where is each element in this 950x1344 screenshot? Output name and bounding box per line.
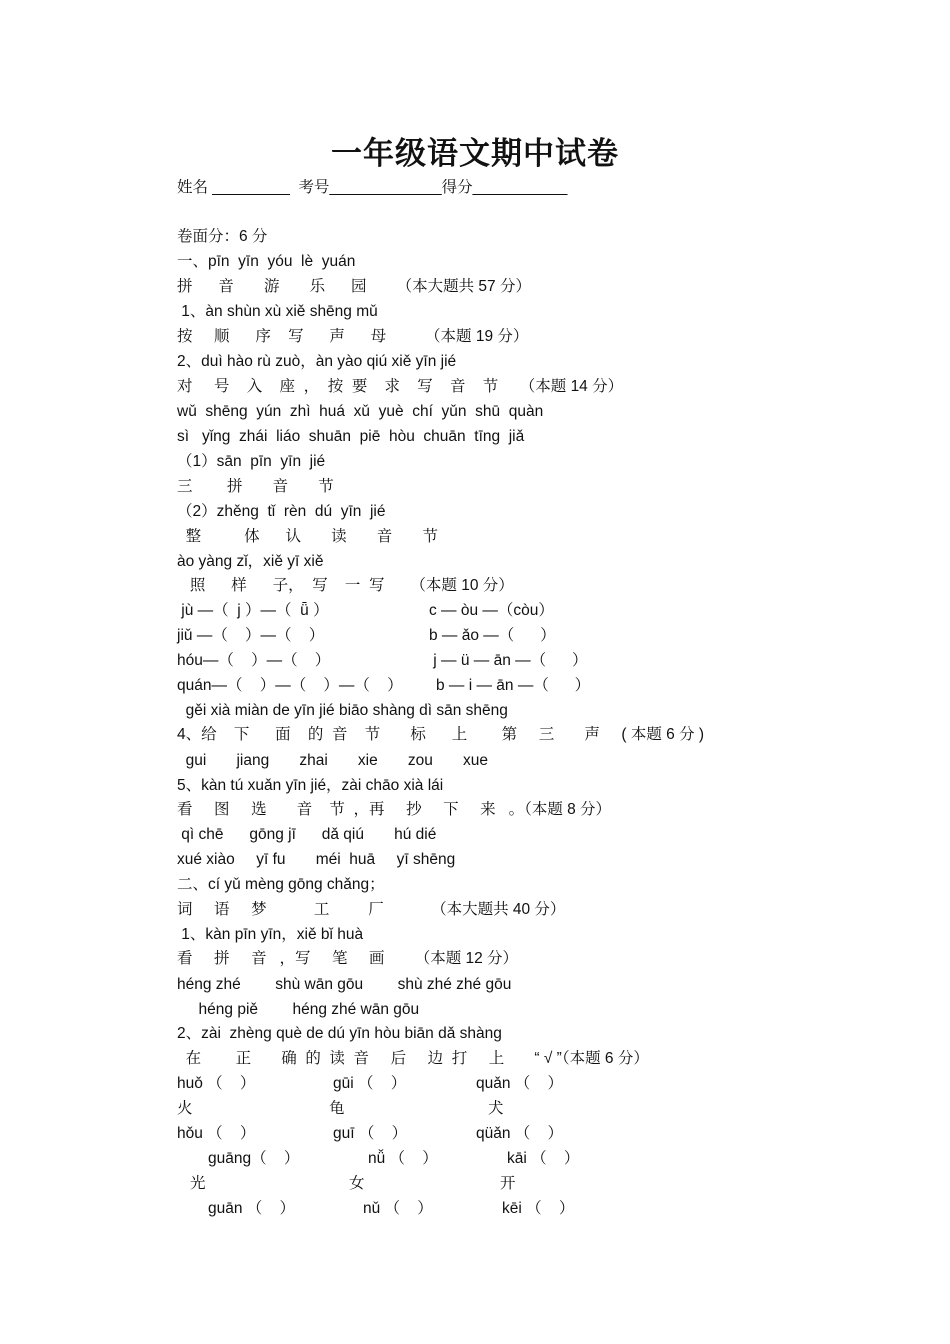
s2-q1-pinyin: 1、kàn pīn yīn，xiě bǐ huà: [177, 926, 364, 943]
q3-pinyin: ào yàng zǐ，xiě yī xiě: [177, 553, 324, 570]
section1-pinyin: 一、pīn yīn yóu lè yuán: [177, 253, 356, 270]
q2-sub1-pinyin: （1）sān pīn yīn jié: [177, 453, 326, 470]
pinyin-choice: guān （ ）: [208, 1200, 296, 1217]
s2-q1-word-list-2: héng piě héng zhé wān gōu: [177, 1001, 420, 1018]
q2-sub1-heading: 三 拼 音 节: [177, 478, 334, 495]
pinyin-choice: guāng（ ）: [208, 1150, 300, 1167]
student-info-line: 姓名 _________ 考号_____________得分___________: [177, 179, 568, 196]
pinyin-choice: huǒ （ ）: [177, 1075, 256, 1092]
section1-heading: 拼 音 游 乐 园 （本大题共 57 分）: [177, 278, 531, 295]
page-title: 一年级语文期中试卷: [331, 136, 619, 172]
s2-q1-heading: 看 拼 音 ，写 笔 画 （本题 12 分）: [177, 950, 519, 967]
q4-word-list: gui jiang zhai xie zou xue: [177, 752, 488, 769]
character: 光: [190, 1175, 206, 1192]
pinyin-choice: gūi （ ）: [333, 1075, 407, 1092]
q3-row-left: quán—（ ）—（ ）—（ ）: [177, 677, 403, 694]
pinyin-choice: nǚ （ ）: [368, 1150, 438, 1167]
character: 开: [500, 1175, 516, 1192]
pinyin-choice: qüǎn （ ）: [476, 1125, 564, 1142]
s2-q2-pinyin: 2、zài zhèng què de dú yīn hòu biān dǎ shàng: [177, 1025, 502, 1042]
q5-word-list-1: qì chē gōng jī dǎ qiú hú dié: [177, 826, 437, 843]
q3-row-right: c — òu —（còu）: [429, 602, 554, 619]
q5-pinyin: 5、kàn tú xuǎn yīn jié，zài chāo xià lái: [177, 777, 444, 794]
character: 龟: [329, 1100, 345, 1117]
pinyin-choice: quǎn （ ）: [476, 1075, 564, 1092]
q3-row-right: j — ü — ān —（ ）: [429, 652, 588, 669]
section2-pinyin: 二、cí yǔ mèng gōng chǎng；: [177, 876, 385, 893]
q2-word-list-1: wǔ shēng yún zhì huá xǔ yuè chí yǔn shū quàn: [177, 403, 544, 420]
q2-word-list-2: sì yǐng zhái liáo shuān piē hòu chuān tīng jiǎ: [177, 428, 525, 445]
q5-heading: 看 图 选 音 节 ，再 抄 下 来 。（本题 8 分）: [177, 801, 612, 818]
q3-row-left: hóu—（ ）—（ ）: [177, 652, 331, 669]
q5-word-list-2: xué xiào yī fu méi huā yī shēng: [177, 851, 456, 868]
pinyin-choice: kēi （ ）: [502, 1200, 575, 1217]
q3-row-left: jiǔ —（ ）—（ ）: [177, 627, 325, 644]
q4-pinyin: gěi xià miàn de yīn jié biāo shàng dì sān shēng: [177, 702, 508, 719]
q3-row-left: jù —（ j ）—（ ǖ ）: [177, 602, 329, 619]
q2-sub2-heading: 整 体 认 读 音 节: [177, 528, 438, 545]
section2-heading: 词 语 梦 工 厂 （本大题共 40 分）: [177, 901, 566, 918]
s2-q2-heading: 在 正 确 的 读 音 后 边 打 上 “ √ ”（本题 6 分）: [177, 1050, 649, 1067]
q1-pinyin: 1、àn shùn xù xiě shēng mǔ: [177, 303, 378, 320]
pinyin-choice: kāi （ ）: [507, 1150, 580, 1167]
q4-heading: 4、给 下 面 的 音 节 标 上 第 三 声 ( 本题 6 分 ): [177, 726, 705, 743]
s2-q1-word-list-1: héng zhé shù wān gōu shù zhé zhé gōu: [177, 976, 512, 993]
q3-heading: 照 样 子， 写 一 写 （本题 10 分）: [177, 577, 514, 594]
pinyin-choice: nǔ （ ）: [363, 1200, 433, 1217]
character: 犬: [488, 1100, 504, 1117]
pinyin-choice: hǒu （ ）: [177, 1125, 256, 1142]
character: 火: [177, 1100, 193, 1117]
pinyin-choice: guī （ ）: [333, 1125, 408, 1142]
character: 女: [349, 1175, 365, 1192]
score-note: 卷面分：6 分: [177, 228, 268, 245]
q2-pinyin: 2、duì hào rù zuò，àn yào qiú xiě yīn jié: [177, 353, 457, 370]
q2-sub2-pinyin: （2）zhěng tǐ rèn dú yīn jié: [177, 503, 386, 520]
q2-heading: 对 号 入 座 ， 按 要 求 写 音 节 （本题 14 分）: [177, 378, 624, 395]
q3-row-right: b — ǎo —（ ）: [429, 627, 556, 644]
q3-row-right: b — i — ān —（ ）: [436, 677, 591, 694]
q1-heading: 按 顺 序 写 声 母 （本题 19 分）: [177, 328, 529, 345]
